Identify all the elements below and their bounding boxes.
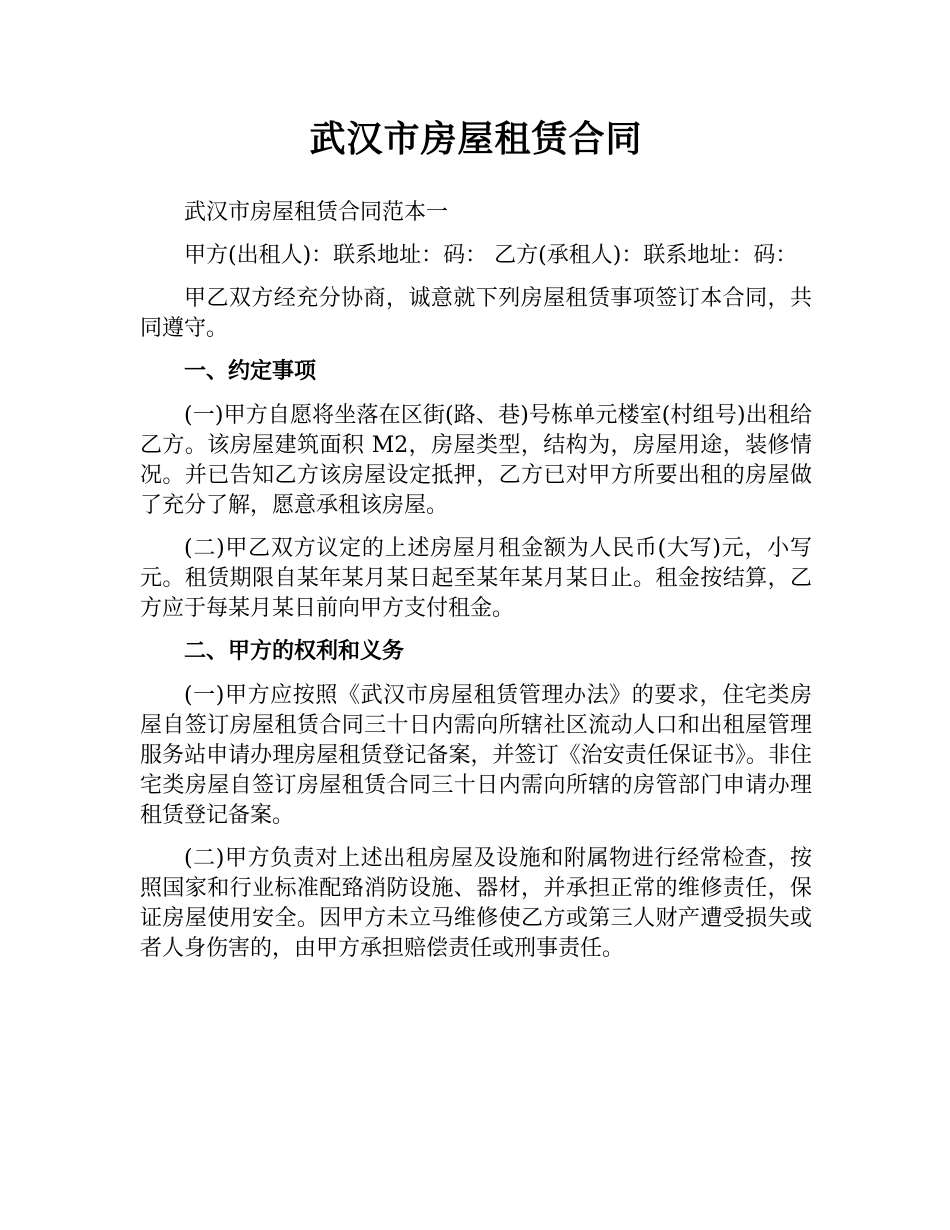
paragraph-template-name: 武汉市房屋租赁合同范本一 (184, 200, 449, 225)
document-title: 武汉市房屋租赁合同 (309, 119, 643, 160)
document-page (140, 110, 812, 977)
section-heading-agreed-matters: 一、约定事项 (184, 359, 317, 384)
paragraph-clause-1-1: (一)甲方自愿将坐落在区街(路、巷)号栋单元楼室(村组号)出租给乙方。该房屋建筑面积 M2，房屋类型，结构为，房屋用途，装修情况。并已告知乙方该房屋设定抵押，乙方已对甲方所要出租的房屋做了充分了解，愿意承租该房屋。 (140, 403, 812, 518)
paragraph-agreement-intro: 甲乙双方经充分协商，诚意就下列房屋租赁事项签订本合同，共同遵守。 (140, 286, 812, 341)
section-heading-lessor-rights: 二、甲方的权利和义务 (184, 639, 405, 664)
paragraph-clause-2-2: (二)甲方负责对上述出租房屋及设施和附属物进行经常检查，按照国家和行业标准配臵消防设施、器材，并承担正常的维修责任，保证房屋使用安全。因甲方未立马维修使乙方或第三人财产遭受损失或者人身伤害的，由甲方承担赔偿责任或刑事责任。 (140, 846, 812, 961)
paragraph-clause-2-1: (一)甲方应按照《武汉市房屋租赁管理办法》的要求，住宅类房屋自签订房屋租赁合同三十日内需向所辖社区流动人口和出租屋管理服务站申请办理房屋租赁登记备案，并签订《治安责任保证书》。非住宅类房屋自签订房屋租赁合同三十日内需向所辖的房管部门申请办理租赁登记备案。 (140, 683, 812, 828)
paragraph-parties: 甲方(出租人)：联系地址：码： 乙方(承租人)：联系地址：码： (184, 243, 798, 268)
paragraph-clause-1-2: (二)甲乙双方议定的上述房屋月租金额为人民币(大写)元，小写元。租赁期限自某年某月某日起至某年某月某日止。租金按结算，乙方应于每某月某日前向甲方支付租金。 (140, 536, 812, 621)
